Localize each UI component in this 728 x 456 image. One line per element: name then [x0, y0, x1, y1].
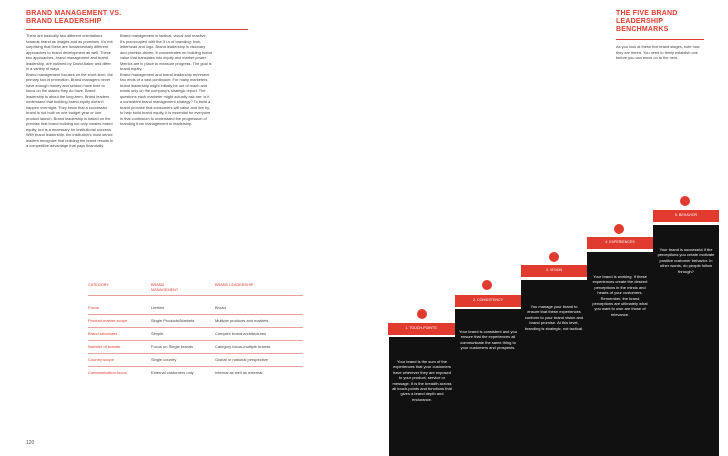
table-cell: Limited — [151, 305, 164, 310]
table-row — [88, 370, 303, 380]
level-1-label-band — [388, 323, 455, 335]
right-heading-line-3: BENCHMARKS — [616, 26, 669, 33]
level-1-marker — [417, 309, 427, 319]
right-heading-line-1: THE FIVE BRAND — [616, 10, 678, 17]
left-column-text: There are basically two different orientations towards brand as images and as promises. It's not surprising that these are fundamentally different approaches to brand development as well. These two approaches, brand management and brand leadership, are outlined by David Aaker and differ in a variety of ways. Brand management focuses on the short-term, the primary tool is promotion. Brand managers never have enough money and seldom have time to focus on the stakes they do have. Brand leadership is about the long-term. Brand leaders understand that building brand equity doesn't happen overnight. They know that a successful brand is not built on one budget year or one product launch. Brand leadership is based on the premise that brand building not only creates brand equity, but is a necessary for institutional success. With brand leadership, the institution's most senior leaders recognize that building the brand results in a competitive advantage that pays financially. — [26, 33, 113, 148]
level-1-column — [389, 337, 455, 456]
table-cell: Simple — [151, 331, 164, 336]
level-4-column — [587, 252, 653, 456]
table-header-brand-management: BRAND MANAGEMENT — [151, 283, 179, 292]
level-4-label-band — [587, 237, 653, 249]
table-row-rule — [88, 314, 303, 315]
level-3-label-band — [521, 265, 587, 277]
table-cell: Focus on Single brands — [151, 344, 194, 349]
table-cell: Global or national perspective — [215, 357, 268, 362]
left-heading — [26, 10, 121, 26]
level-1-text: Your brand is the sum of the experiences that your customers have wherever they are exposed to your product, service or message. It is the breadth across all touch-points and functions that gives a brand depth and endurance. — [392, 359, 452, 402]
table-cell: External customers only — [151, 370, 194, 375]
table-row-rule — [88, 340, 303, 341]
level-4-label: 4. EXPERIENCES — [605, 240, 635, 244]
table-cell: Number of brands — [88, 344, 121, 349]
right-heading-line-2: LEADERSHIP — [616, 18, 664, 25]
table-cell: Multiple products and markets — [215, 318, 269, 323]
left-heading-line-2: BRAND LEADERSHIP — [26, 18, 102, 25]
level-3-text: You manage your brand to ensure that these experiences conform to your brand vision and brand promise. At this level, branding is strategic, not tactical. — [524, 304, 584, 331]
table-row-rule — [88, 366, 303, 367]
level-4-marker — [614, 224, 624, 234]
table-cell: Product-market scope — [88, 318, 128, 323]
right-heading-rule — [616, 39, 704, 40]
level-3-column — [521, 280, 587, 456]
level-2-label: 2. CONSISTENCY — [473, 298, 503, 302]
level-5-label: 5. BEHAVIOR — [674, 213, 698, 217]
level-5-text: Your brand is successful if the perceptions you create motivate positive customer behavior. In other words, do people follow through? — [657, 247, 715, 274]
table-header-brand-leadership: BRAND LEADERSHIP — [215, 283, 254, 287]
level-3-label: 3. VISION — [545, 268, 563, 272]
table-cell: Complex brand architectures — [215, 331, 267, 336]
level-3-marker — [549, 252, 559, 262]
right-heading — [616, 10, 678, 34]
table-cell: Internal as well as external — [215, 370, 263, 375]
table-cell: Single Products/Markets — [151, 318, 195, 323]
left-heading-line-1: BRAND MANAGEMENT VS. — [26, 10, 122, 17]
table-header-rule — [88, 295, 303, 296]
right-intro-text: As you look at these five brand stages, note how they are tiered. You need to firmly establish one before you can move on to the next. — [616, 44, 700, 60]
table-row-rule — [88, 327, 303, 328]
left-heading-rule — [26, 29, 248, 30]
table-cell: Brand structures — [88, 331, 118, 336]
level-2-marker — [482, 280, 492, 290]
page-number: 120 — [26, 440, 35, 446]
level-2-label-band — [455, 295, 521, 307]
table-row-rule — [88, 353, 303, 354]
level-5-column — [653, 225, 719, 456]
level-5-label-band — [653, 210, 719, 222]
table-cell: Focus — [88, 305, 99, 310]
level-5-marker — [680, 196, 690, 206]
middle-column-text: Brand management is tactical, visual and reactive. It's preoccupied with the 3 Ls of branding: look, letterhead and logo. Brand leadership is visionary and promise-driven. It concentrates on building brand value that translates into equity and market power. Metrics are in place to measure progress. The goal is brand equity. Brand management and brand leadership represent two ends of a vast continuum. For many marketers, brand leadership might initially be out of reach and exists only on the company's strategic report. The questions each marketer might actually ask are: is it a consistent brand management strategy? To build a brand promise that consumers will value and live by, to help build brand equity, it is essential for everyone in that continuum to understand the progression of branding from management to leadership. — [120, 33, 212, 126]
level-2-column — [455, 309, 521, 456]
level-1-label: 1. TOUCH-POINTS — [405, 326, 437, 330]
table-cell: Communication focus — [88, 370, 127, 375]
table-cell: Single country — [151, 357, 177, 362]
table-cell: Broad — [215, 305, 226, 310]
level-2-text: Your brand is consistent and you ensure that the experiences all communicate the same thing to your customers and prospects. — [459, 329, 517, 351]
table-header-category: CATEGORY — [88, 283, 109, 287]
table-cell: Country scope — [88, 357, 114, 362]
table-cell: Category focus-multiple brands — [215, 344, 271, 349]
level-4-text: Your brand is working. If these experiences create the desired perceptions in the minds and hearts of your customers. Remember, the brand perceptions are ultimately what you want to own are those of relevance. — [592, 274, 648, 317]
